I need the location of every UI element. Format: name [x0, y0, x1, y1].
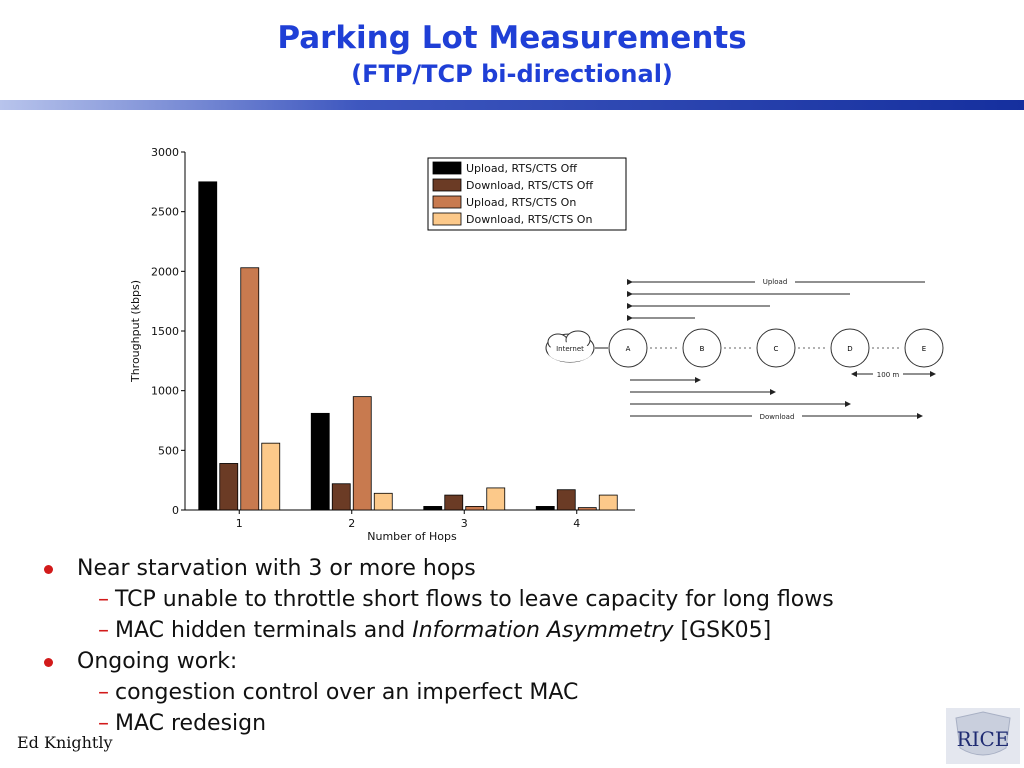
legend-label: Upload, RTS/CTS On	[466, 196, 577, 209]
distance-marker	[852, 368, 935, 379]
title-divider	[0, 100, 1024, 110]
node-label: D	[847, 345, 853, 353]
nodes-group	[595, 329, 943, 367]
text-run: [GSK05]	[673, 618, 772, 643]
download-flows	[630, 380, 922, 422]
bar	[262, 443, 280, 510]
sub-bullet-text	[115, 708, 266, 739]
legend-swatch	[433, 213, 461, 225]
bar	[536, 506, 554, 510]
bar	[220, 463, 238, 510]
download-label: Download	[759, 413, 795, 421]
bar	[466, 506, 484, 510]
bullet-text: Ongoing work:	[77, 649, 238, 674]
bar	[353, 397, 371, 510]
dash-icon: –	[98, 618, 109, 643]
bar	[332, 484, 350, 510]
bar	[199, 182, 217, 510]
rice-logo	[946, 708, 1020, 764]
sub-bullet-text	[115, 615, 771, 646]
x-axis-label: Number of Hops	[367, 530, 457, 543]
y-tick-label: 2000	[151, 265, 179, 279]
bar	[487, 488, 505, 510]
x-tick-label: 4	[573, 517, 581, 530]
text-run: MAC hidden terminals and	[115, 618, 413, 643]
italic-text: Information Asymmetry	[412, 618, 674, 643]
bar	[445, 495, 463, 510]
bar	[578, 508, 596, 510]
sub-bullet-text	[115, 584, 834, 615]
bar	[424, 506, 442, 510]
y-tick-label: 0	[172, 504, 179, 517]
dash-icon: –	[98, 680, 109, 705]
logo-text: RICE	[956, 727, 1010, 751]
y-axis-label: Throughput (kbps)	[129, 279, 142, 383]
slide-subtitle: (FTP/TCP bi-directional)	[351, 60, 673, 88]
legend-label: Download, RTS/CTS Off	[466, 179, 594, 192]
x-tick-label: 2	[348, 517, 356, 530]
parking-lot-topology-diagram	[540, 270, 960, 435]
bullet-dot-icon	[44, 658, 53, 667]
bar	[557, 490, 575, 510]
bar	[374, 493, 392, 510]
node-label: A	[625, 345, 631, 353]
sub-bullet-text	[115, 677, 578, 708]
legend-label: Download, RTS/CTS On	[466, 213, 593, 226]
text-run: MAC redesign	[115, 711, 267, 736]
dash-icon: –	[98, 711, 109, 736]
upload-flows	[632, 275, 925, 318]
text-run: TCP unable to throttle short flows to leave capacity for long flows	[115, 587, 834, 612]
y-tick-label: 2500	[151, 205, 179, 219]
y-tick-label: 500	[158, 444, 179, 458]
x-tick-label: 1	[235, 517, 243, 530]
legend-swatch	[433, 162, 461, 174]
bar	[311, 413, 329, 510]
internet-cloud	[546, 331, 594, 362]
y-tick-label: 3000	[151, 146, 179, 159]
legend-label: Upload, RTS/CTS Off	[466, 162, 577, 175]
legend-swatch	[433, 179, 461, 191]
bar	[241, 268, 259, 510]
node-label: C	[773, 345, 779, 353]
text-run: congestion control over an imperfect MAC	[115, 680, 579, 705]
bullet-dot-icon	[44, 565, 53, 574]
upload-label: Upload	[762, 278, 788, 286]
bullet-text: Near starvation with 3 or more hops	[77, 556, 476, 581]
x-tick-label: 3	[460, 517, 468, 530]
footer-author: Ed Knightly	[17, 733, 113, 752]
node-label: B	[699, 345, 705, 353]
legend-swatch	[433, 196, 461, 208]
dash-icon: –	[98, 587, 109, 612]
internet-label: Internet	[556, 345, 584, 353]
node-label: E	[921, 345, 927, 353]
bar	[599, 495, 617, 510]
slide-title: Parking Lot Measurements	[277, 20, 747, 56]
y-tick-label: 1000	[151, 384, 179, 398]
distance-label: 100 m	[876, 371, 900, 379]
y-tick-label: 1500	[151, 325, 179, 338]
